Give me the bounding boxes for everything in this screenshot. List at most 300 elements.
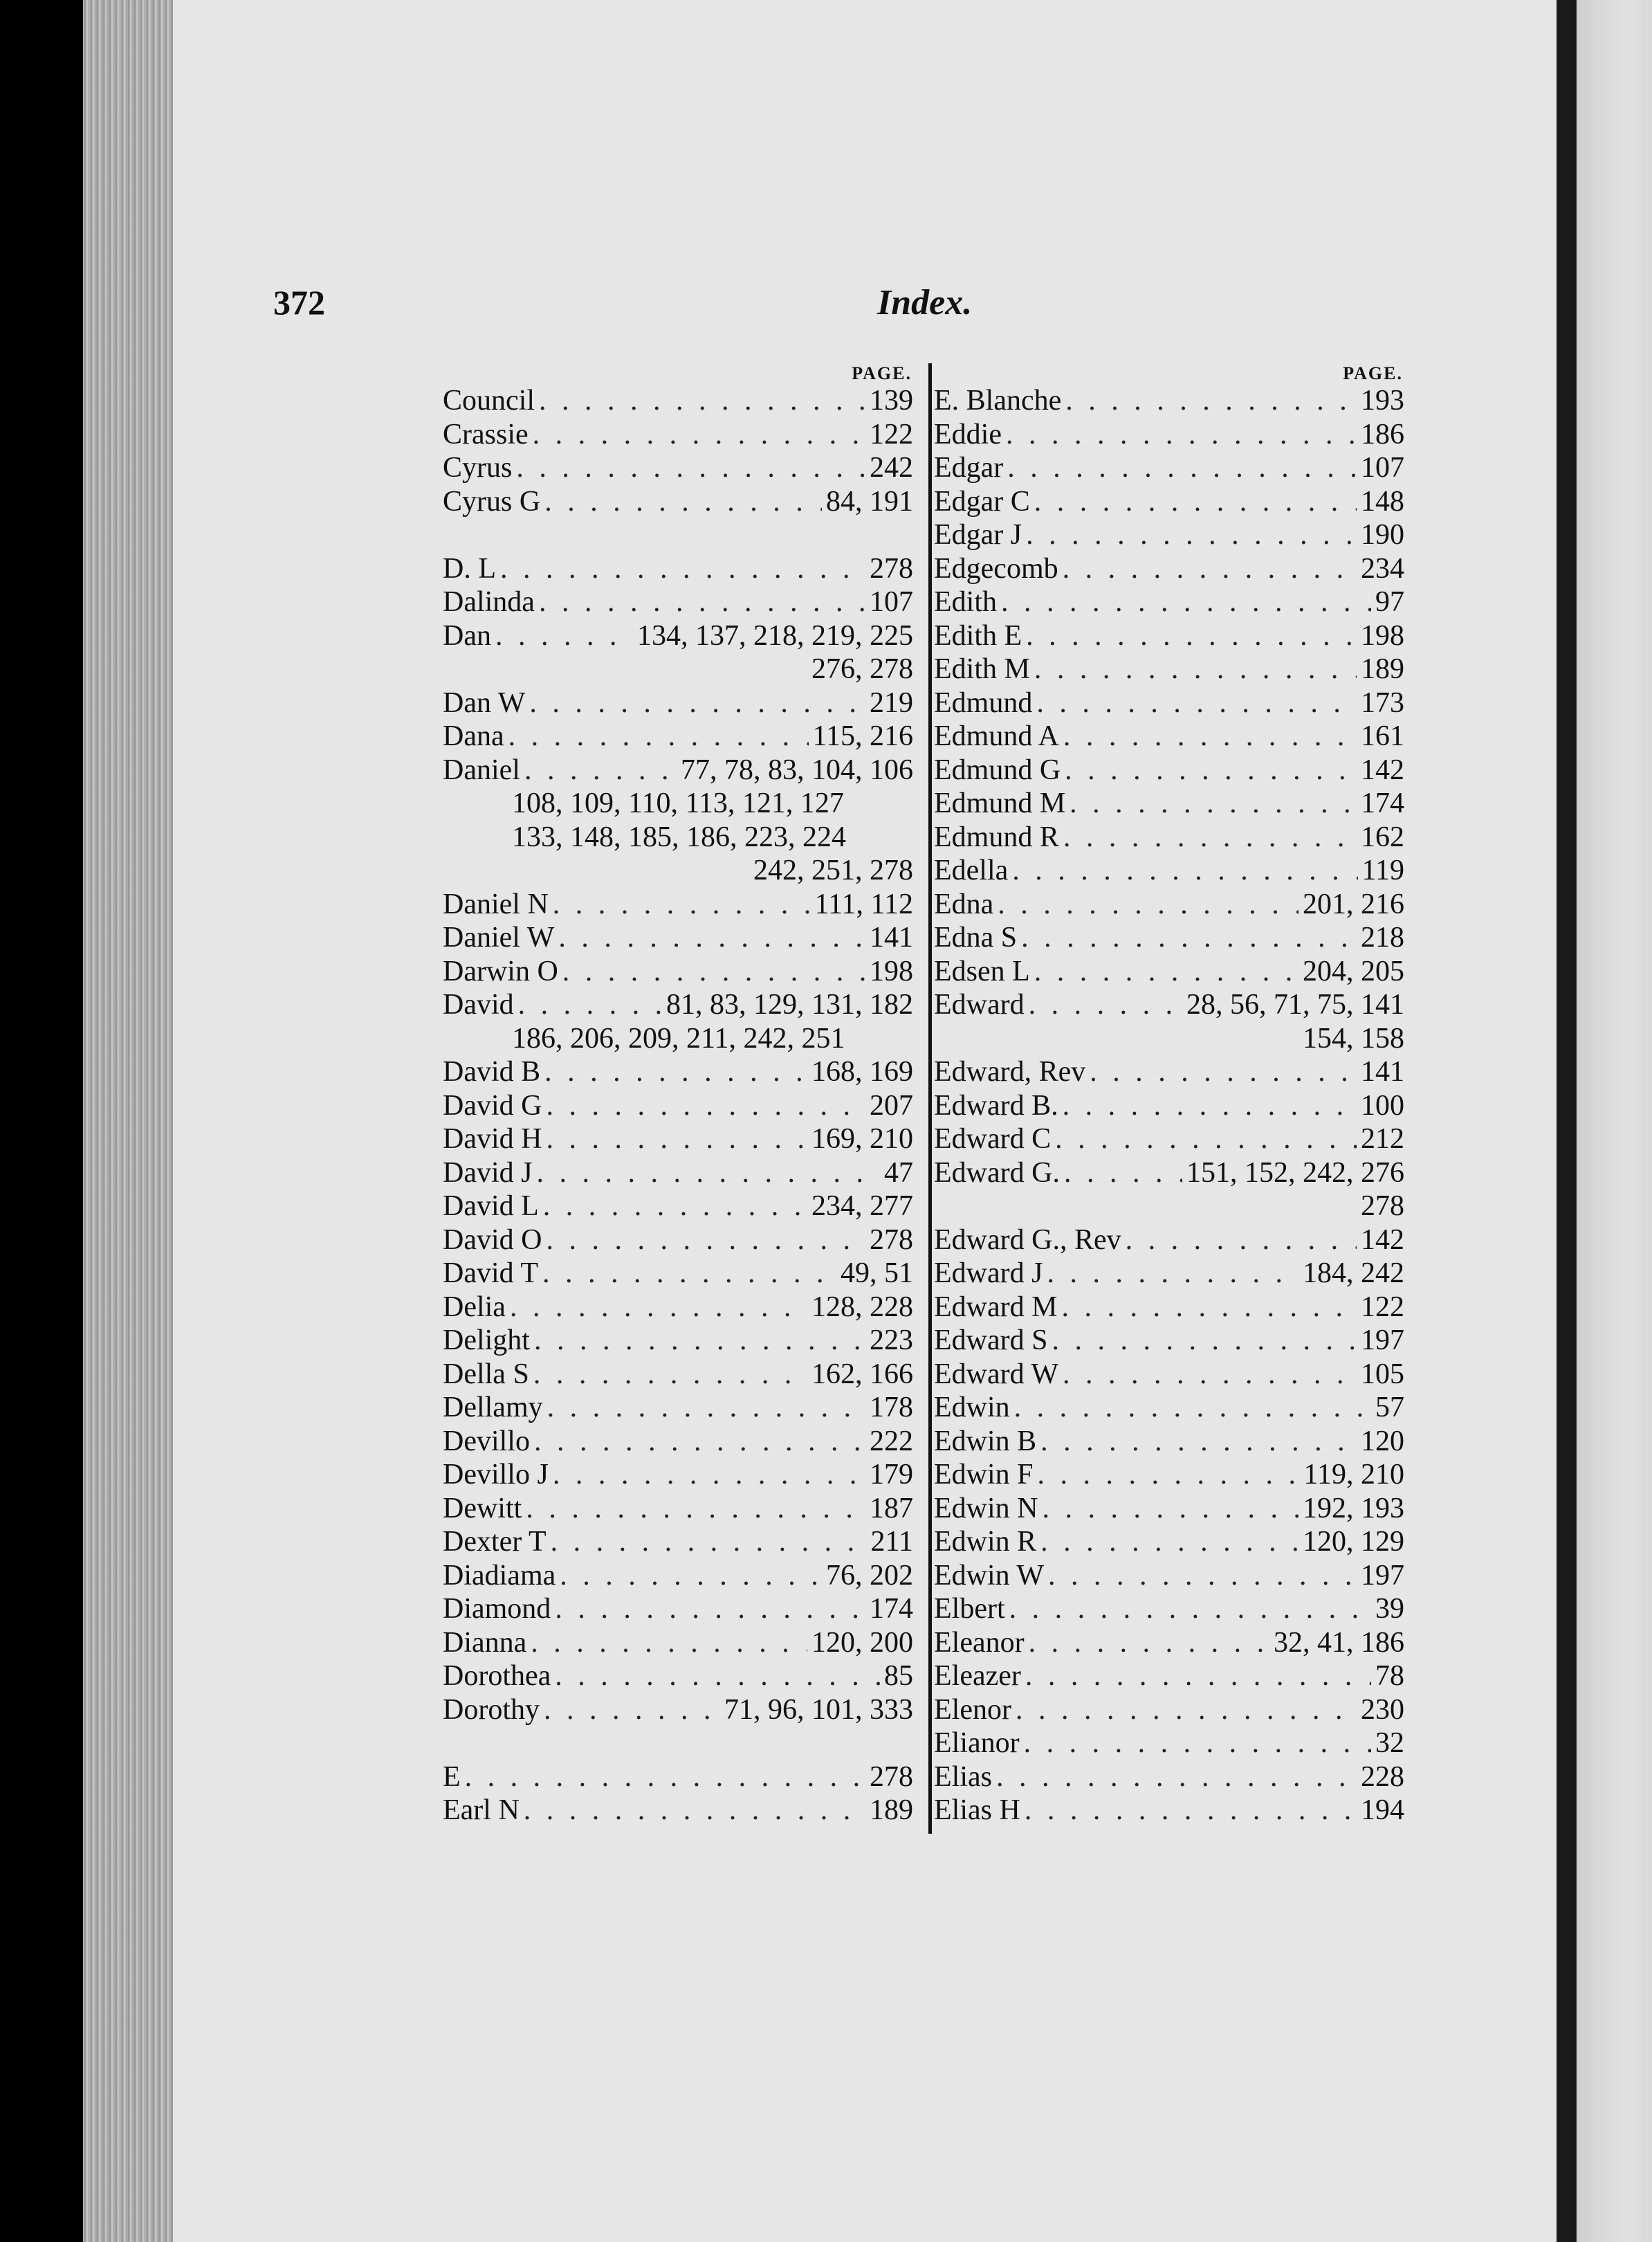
- index-entry-pages: 154, 158: [1303, 1022, 1404, 1055]
- index-entry: [443, 1391, 913, 1425]
- index-entry-name: Dianna: [443, 1626, 527, 1659]
- column-divider: [928, 363, 932, 1834]
- dot-leader: [562, 955, 865, 989]
- index-entry-pages: 120: [1361, 1425, 1404, 1457]
- index-entry-name: Dellamy: [443, 1392, 543, 1423]
- dot-leader: [526, 1492, 865, 1526]
- dot-leader: [1065, 754, 1357, 787]
- index-entry-pages: 179: [870, 1459, 913, 1491]
- index-entry: [443, 1190, 913, 1223]
- facing-page-edge: [1557, 0, 1652, 2242]
- index-entry: [934, 1122, 1404, 1156]
- index-entry-pages: 189: [1361, 653, 1404, 685]
- index-entry: [443, 1458, 913, 1492]
- index-entry-name: Edward B.: [934, 1089, 1058, 1122]
- index-entry: [934, 1156, 1404, 1190]
- index-entry: [443, 1257, 913, 1291]
- index-entry-name: Edna: [934, 888, 994, 920]
- dot-leader: [495, 619, 633, 653]
- index-entry-pages: 107: [870, 586, 913, 618]
- index-entry-name: Edmund A: [934, 720, 1059, 752]
- index-entry-name: David L: [443, 1190, 539, 1222]
- index-entry-pages: 141: [870, 922, 913, 954]
- index-entry-name: Eleazer: [934, 1660, 1021, 1692]
- index-entry-name: Edward: [934, 989, 1025, 1021]
- index-entry: [443, 921, 913, 955]
- index-entry-continuation: [443, 854, 913, 888]
- index-entry-pages: 169, 210: [811, 1123, 913, 1155]
- dot-leader: [1009, 1592, 1371, 1626]
- index-entry: [934, 754, 1404, 787]
- index-entry-pages: 57: [1375, 1392, 1404, 1423]
- index-entry-pages: 242, 251, 278: [753, 855, 913, 886]
- dot-leader: [1029, 1626, 1269, 1660]
- index-entry-pages: 234, 277: [811, 1190, 913, 1222]
- index-entry-name: David: [443, 989, 514, 1021]
- index-entry-name: Edward G.: [934, 1156, 1060, 1189]
- index-column-right: [934, 363, 1404, 1828]
- index-entry-pages: 76, 202: [826, 1559, 913, 1592]
- dot-leader: [560, 1559, 822, 1593]
- index-entry-name: David H: [443, 1123, 542, 1155]
- dot-leader: [546, 1089, 865, 1123]
- dot-leader: [553, 1458, 865, 1492]
- index-entry-pages: 78: [1375, 1660, 1404, 1692]
- index-entry: [934, 1626, 1404, 1660]
- index-entry-pages: 100: [1361, 1089, 1404, 1122]
- index-entry-name: Daniel W: [443, 922, 555, 954]
- index-entry: [934, 418, 1404, 452]
- dot-leader: [1063, 1089, 1357, 1123]
- index-entry-pages: 219: [870, 686, 913, 719]
- index-entry-pages: 194: [1361, 1794, 1404, 1826]
- index-entry: [443, 1156, 913, 1190]
- index-entry: [443, 619, 913, 653]
- index-entry: [443, 485, 913, 519]
- index-entry-name: Darwin O: [443, 955, 558, 987]
- index-entry: [443, 754, 913, 787]
- index-entry-name: Diamond: [443, 1593, 551, 1625]
- dot-leader: [543, 1190, 807, 1223]
- index-entry-pages: 230: [1361, 1693, 1404, 1726]
- dot-leader: [1040, 1425, 1357, 1459]
- index-entry-name: Edgar: [934, 452, 1004, 484]
- index-entry-pages: 71, 96, 101, 333: [724, 1693, 913, 1726]
- index-entry: [934, 1794, 1404, 1828]
- index-entry: [443, 1223, 913, 1257]
- index-entry-pages: 142: [1361, 754, 1404, 786]
- index-entry-continuation: [934, 1022, 1404, 1056]
- index-entry: [934, 384, 1404, 418]
- index-entry-name: Edward S: [934, 1324, 1048, 1356]
- index-entry: [934, 1055, 1404, 1089]
- index-column-left: [443, 363, 913, 1828]
- index-entry: [934, 686, 1404, 720]
- index-entry-pages: 142: [1361, 1223, 1404, 1256]
- index-entry-pages: 122: [1361, 1291, 1404, 1323]
- index-entry-pages: 178: [870, 1392, 913, 1423]
- index-entry-pages: 242: [870, 452, 913, 484]
- index-entry-pages: 168, 169: [811, 1056, 913, 1088]
- index-entry-name: Edmund R: [934, 821, 1059, 853]
- dot-leader: [1012, 854, 1357, 888]
- index-entry-name: Edgecomb: [934, 552, 1058, 585]
- index-entry-pages: 223: [870, 1324, 913, 1356]
- index-entry: [934, 955, 1404, 989]
- index-entry-name: E: [443, 1760, 461, 1793]
- index-entry-pages: 211: [870, 1526, 913, 1558]
- index-entry-pages: 192, 193: [1303, 1492, 1404, 1524]
- dot-leader: [1007, 451, 1357, 485]
- index-entry: [934, 1492, 1404, 1526]
- index-entry: [443, 1659, 913, 1693]
- dot-leader: [1126, 1223, 1357, 1257]
- index-entry: [443, 1324, 913, 1358]
- dot-leader: [1029, 988, 1182, 1022]
- dot-leader: [1024, 1726, 1371, 1760]
- index-entry-name: Diadiama: [443, 1559, 556, 1592]
- index-entry: [443, 955, 913, 989]
- index-entry: [934, 1223, 1404, 1257]
- index-entry-continuation: [443, 787, 913, 821]
- index-entry: [443, 384, 913, 418]
- dot-leader: [500, 552, 865, 586]
- index-entry: [443, 1559, 913, 1593]
- index-entry: [934, 1693, 1404, 1727]
- index-entry: [443, 1055, 913, 1089]
- index-entry: [934, 1592, 1404, 1626]
- dot-leader: [998, 888, 1298, 922]
- dot-leader: [1063, 1358, 1357, 1392]
- index-entry: [443, 1425, 913, 1459]
- index-entry-pages: 278: [870, 1223, 913, 1256]
- index-entry: [934, 552, 1404, 586]
- index-entry: [443, 1760, 913, 1794]
- index-entry-pages: 105: [1361, 1358, 1404, 1390]
- index-entry-pages: 162, 166: [811, 1358, 913, 1390]
- index-entry-name: Cyrus: [443, 452, 513, 484]
- index-entry: [934, 1358, 1404, 1392]
- index-entry-name: Edna S: [934, 922, 1018, 954]
- index-entry: [934, 921, 1404, 955]
- index-entry-name: Delia: [443, 1291, 506, 1323]
- dot-leader: [558, 921, 865, 955]
- index-entry-pages: 161: [1361, 720, 1404, 752]
- index-entry-name: Elbert: [934, 1593, 1005, 1625]
- dot-leader: [1070, 787, 1357, 821]
- index-entry-pages: 32, 41, 186: [1274, 1626, 1404, 1659]
- index-entry: [934, 653, 1404, 686]
- index-entry: [934, 1760, 1404, 1794]
- index-entry: [443, 720, 913, 754]
- index-entry-name: Eddie: [934, 418, 1002, 450]
- index-entry-name: Crassie: [443, 418, 529, 450]
- index-entry-name: Elias: [934, 1760, 992, 1793]
- index-entry-pages: 234: [1361, 552, 1404, 585]
- dot-leader: [1001, 585, 1371, 619]
- index-entry-pages: 148: [1361, 485, 1404, 518]
- page-title: Index.: [877, 283, 973, 322]
- index-entry-name: Edwin N: [934, 1492, 1038, 1524]
- index-entry: [443, 1358, 913, 1392]
- dot-leader: [1034, 485, 1357, 519]
- index-entry-pages: 111, 112: [814, 888, 913, 920]
- index-entry-name: Dorothy: [443, 1693, 540, 1726]
- index-entry-pages: 115, 216: [812, 720, 913, 752]
- dot-leader: [524, 1794, 865, 1828]
- dot-leader: [553, 888, 811, 922]
- index-entry: [934, 787, 1404, 821]
- index-entry-name: Edwin W: [934, 1559, 1045, 1592]
- index-entry-pages: 39: [1375, 1593, 1404, 1625]
- index-entry-pages: 49, 51: [841, 1257, 913, 1289]
- index-entry-pages: 134, 137, 218, 219, 225: [637, 619, 913, 652]
- index-entry-pages: 107: [1361, 452, 1404, 484]
- index-entry-pages: 207: [870, 1089, 913, 1122]
- index-spacer: [443, 518, 913, 552]
- index-entry-continuation: [934, 1190, 1404, 1223]
- dot-leader: [1090, 1055, 1357, 1089]
- index-entry-name: Edwin F: [934, 1459, 1034, 1491]
- dot-leader: [1061, 1291, 1357, 1324]
- dot-leader: [1016, 1693, 1357, 1727]
- index-entry-pages: 201, 216: [1303, 888, 1404, 920]
- index-entry-name: Elias H: [934, 1794, 1020, 1826]
- index-entry-name: Dana: [443, 720, 504, 752]
- index-entry-name: Elianor: [934, 1727, 1020, 1759]
- index-entry: [443, 1592, 913, 1626]
- dot-leader: [1063, 552, 1357, 586]
- dot-leader: [1055, 1122, 1357, 1156]
- index-entry-name: Edgar C: [934, 485, 1030, 518]
- dot-leader: [539, 384, 865, 418]
- index-entry-name: Edith E: [934, 619, 1022, 652]
- index-entry-name: Dexter T: [443, 1526, 547, 1558]
- dot-leader: [508, 720, 809, 754]
- index-entry-pages: 222: [870, 1425, 913, 1457]
- index-entry-pages: 97: [1375, 586, 1404, 618]
- index-entry: [934, 485, 1404, 519]
- dot-leader: [516, 451, 865, 485]
- index-entry-pages: 278: [870, 1760, 913, 1793]
- index-entry: [443, 1525, 913, 1559]
- index-entry-name: Edward G., Rev: [934, 1223, 1121, 1256]
- index-entry-name: Edward C: [934, 1123, 1052, 1155]
- dot-leader: [1063, 821, 1357, 855]
- index-entry: [443, 1492, 913, 1526]
- dot-leader: [533, 418, 865, 452]
- index-entry-name: Earl N: [443, 1794, 520, 1826]
- index-entry: [934, 619, 1404, 653]
- dot-leader: [534, 1324, 865, 1358]
- index-entry-name: David J: [443, 1156, 533, 1189]
- index-entry-name: D. L: [443, 552, 496, 585]
- index-entry-name: Edward, Rev: [934, 1056, 1086, 1088]
- index-entry-pages: 119: [1361, 855, 1404, 886]
- index-entry: [934, 1291, 1404, 1324]
- index-entry-pages: 174: [1361, 787, 1404, 819]
- dot-leader: [533, 1358, 807, 1392]
- index-entry-pages: 174: [870, 1593, 913, 1625]
- index-entry-name: Edmund G: [934, 754, 1061, 786]
- index-entry: [934, 585, 1404, 619]
- index-entry-pages: 81, 83, 129, 131, 182: [666, 989, 913, 1021]
- index-entry-pages: 28, 56, 71, 75, 141: [1186, 989, 1404, 1021]
- index-entry-pages: 212: [1361, 1123, 1404, 1155]
- index-entry-name: Eleanor: [934, 1626, 1025, 1659]
- dot-leader: [1026, 518, 1357, 552]
- index-entry: [934, 1425, 1404, 1459]
- book-page-edges: [83, 0, 173, 2242]
- index-entry-name: Council: [443, 385, 535, 417]
- index-entry-name: David O: [443, 1223, 542, 1256]
- dot-leader: [1043, 1492, 1299, 1526]
- dot-leader: [996, 1760, 1357, 1794]
- index-entry-name: Dorothea: [443, 1660, 551, 1692]
- index-entry-pages: 84, 191: [826, 485, 913, 518]
- dot-leader: [1025, 1659, 1371, 1693]
- index-entry-continuation: [443, 653, 913, 686]
- index-entry-pages: 162: [1361, 821, 1404, 853]
- index-entry: [443, 418, 913, 452]
- dot-leader: [531, 1626, 807, 1660]
- dot-leader: [510, 1291, 807, 1324]
- dot-leader: [537, 1156, 881, 1190]
- index-entry: [443, 585, 913, 619]
- index-entry: [934, 1391, 1404, 1425]
- index-entry-pages: 218: [1361, 922, 1404, 954]
- index-entry-pages: 120, 200: [811, 1626, 913, 1659]
- index-entry: [934, 888, 1404, 922]
- index-entry-pages: 108, 109, 110, 113, 121, 127: [512, 787, 844, 819]
- index-entry: [934, 1458, 1404, 1492]
- index-entry-continuation: [443, 1022, 913, 1056]
- index-entry-name: Elenor: [934, 1693, 1011, 1726]
- dot-leader: [1026, 619, 1357, 653]
- index-entry-pages: 128, 228: [811, 1291, 913, 1323]
- column-heading-page: PAGE.: [852, 363, 912, 383]
- index-entry-name: David G: [443, 1089, 542, 1122]
- index-entry-name: Edward J: [934, 1257, 1043, 1289]
- dot-leader: [465, 1760, 865, 1794]
- index-entry: [443, 552, 913, 586]
- dot-leader: [518, 988, 662, 1022]
- index-entry-name: David B: [443, 1056, 541, 1088]
- index-entry-name: Edward W: [934, 1358, 1058, 1390]
- index-entry: [934, 1324, 1404, 1358]
- dot-leader: [1063, 720, 1357, 754]
- index-entry-pages: 133, 148, 185, 186, 223, 224: [512, 821, 846, 853]
- index-entry-pages: 204, 205: [1303, 955, 1404, 987]
- index-entry: [934, 1726, 1404, 1760]
- dot-leader: [1048, 1559, 1357, 1593]
- index-entry-name: Cyrus G: [443, 485, 541, 518]
- dot-leader: [547, 1391, 865, 1425]
- dot-leader: [1047, 1257, 1298, 1291]
- index-entry-name: Edith: [934, 586, 997, 618]
- index-entry-name: Devillo J: [443, 1459, 549, 1491]
- index-entry-pages: 228: [1361, 1760, 1404, 1793]
- dot-leader: [1038, 1458, 1300, 1492]
- index-entry-name: Dewitt: [443, 1492, 522, 1524]
- index-entry-pages: 197: [1361, 1324, 1404, 1356]
- dot-leader: [555, 1592, 865, 1626]
- index-entry-continuation: [443, 821, 913, 855]
- index-entry-name: Edwin R: [934, 1526, 1037, 1558]
- dot-leader: [1021, 921, 1357, 955]
- index-entry-pages: 141: [1361, 1056, 1404, 1088]
- index-entry-pages: 32: [1375, 1727, 1404, 1759]
- index-entry: [934, 451, 1404, 485]
- index-entry-pages: 139: [870, 385, 913, 417]
- index-entry: [443, 1089, 913, 1123]
- index-entry-name: Edsen L: [934, 955, 1030, 987]
- dot-leader: [546, 1223, 865, 1257]
- column-heading-page: PAGE.: [1343, 363, 1403, 383]
- index-entry: [934, 821, 1404, 855]
- dot-leader: [1052, 1324, 1357, 1358]
- index-entry-pages: 198: [1361, 619, 1404, 652]
- index-entry-name: Devillo: [443, 1425, 530, 1457]
- dot-leader: [1064, 1156, 1182, 1190]
- index-entry-name: Dan W: [443, 686, 526, 719]
- index-entry-name: Edella: [934, 855, 1009, 886]
- index-entry-pages: 198: [870, 955, 913, 987]
- index-entry-name: David T: [443, 1257, 539, 1289]
- index-entry: [443, 1794, 913, 1828]
- index-entry: [443, 686, 913, 720]
- index-entry-pages: 122: [870, 418, 913, 450]
- index-entry-pages: 186, 206, 209, 211, 242, 251: [512, 1022, 845, 1055]
- index-entry: [934, 720, 1404, 754]
- index-entry: [443, 1122, 913, 1156]
- dot-leader: [1036, 686, 1357, 720]
- index-entry: [934, 518, 1404, 552]
- dot-leader: [539, 585, 865, 619]
- index-entry: [934, 1525, 1404, 1559]
- index-entry-pages: 173: [1361, 686, 1404, 719]
- index-entry-pages: 193: [1361, 385, 1404, 417]
- index-entry-name: Edmund: [934, 686, 1033, 719]
- index-entry-pages: 47: [884, 1156, 913, 1189]
- index-entry-pages: 197: [1361, 1559, 1404, 1592]
- index-entry-name: Dan: [443, 619, 491, 652]
- dot-leader: [1040, 1525, 1298, 1559]
- index-entry-name: Daniel N: [443, 888, 549, 920]
- index-spacer: [443, 1726, 913, 1760]
- dot-leader: [529, 686, 865, 720]
- dot-leader: [544, 1055, 807, 1089]
- index-entry-pages: 278: [1361, 1190, 1404, 1222]
- index-entry-pages: 189: [870, 1794, 913, 1826]
- index-entry-name: Della S: [443, 1358, 529, 1390]
- index-entry-pages: 187: [870, 1492, 913, 1524]
- index-entry-pages: 190: [1361, 519, 1404, 551]
- index-entry-pages: 85: [884, 1660, 913, 1692]
- index-entry-name: Edgar J: [934, 519, 1022, 551]
- index-entry: [443, 1626, 913, 1660]
- index-entry: [934, 1659, 1404, 1693]
- dot-leader: [1065, 384, 1357, 418]
- dot-leader: [1034, 955, 1298, 989]
- dot-leader: [544, 485, 822, 519]
- index-entry-name: Edith M: [934, 653, 1030, 685]
- index-entry: [443, 988, 913, 1022]
- dot-leader: [1014, 1391, 1371, 1425]
- index-entry-pages: 278: [870, 552, 913, 585]
- index-entry: [443, 1693, 913, 1727]
- index-entry: [443, 451, 913, 485]
